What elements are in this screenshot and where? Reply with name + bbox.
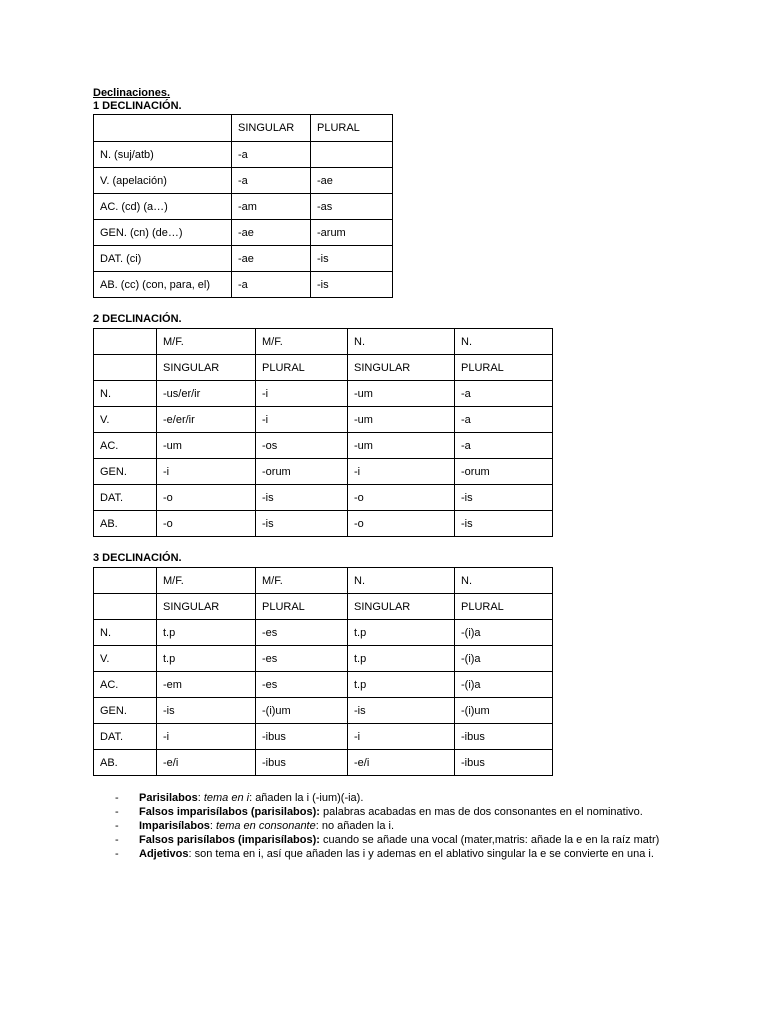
case-label-cell: AC.: [94, 433, 157, 459]
note-text: : no añaden la i.: [315, 820, 395, 832]
ending-cell: -orum: [256, 459, 348, 485]
ending-cell: -e/i: [157, 750, 256, 776]
note-text: palabras acabadas en mas de dos consonantes en el nominativo.: [323, 806, 643, 818]
ending-cell: -um: [348, 407, 455, 433]
ending-cell: [311, 142, 393, 168]
ending-cell: t.p: [157, 646, 256, 672]
ending-cell: -arum: [311, 220, 393, 246]
ending-cell: -is: [311, 246, 393, 272]
case-label-cell: V.: [94, 646, 157, 672]
table-row: [94, 168, 393, 194]
note-text: cuando se añade una vocal (mater,matris: añade la e en la raíz matr): [323, 834, 660, 846]
header-cell: N.: [348, 329, 455, 355]
header-cell: M/F.: [256, 329, 348, 355]
section-title-3: 3 DECLINACIÓN.: [93, 552, 182, 564]
ending-cell: -us/er/ir: [157, 381, 256, 407]
header-cell: PLURAL: [455, 355, 553, 381]
ending-cell: -am: [232, 194, 311, 220]
ending-cell: -(i)a: [455, 646, 553, 672]
ending-cell: -ae: [232, 246, 311, 272]
ending-cell: -em: [157, 672, 256, 698]
note-italic: tema en i: [203, 792, 250, 804]
note-italic: tema en consonante: [216, 820, 316, 832]
case-label-cell: N. (suj/atb): [94, 142, 232, 168]
table-row: [94, 142, 393, 168]
header-cell: N.: [455, 568, 553, 594]
ending-cell: -ibus: [256, 750, 348, 776]
case-label-cell: AB.: [94, 750, 157, 776]
table-row: [94, 272, 393, 298]
document-page: [93, 87, 693, 861]
ending-cell: -ae: [232, 220, 311, 246]
ending-cell: -ae: [311, 168, 393, 194]
ending-cell: -i: [256, 381, 348, 407]
ending-cell: -(i)a: [455, 620, 553, 646]
note-item: [93, 833, 673, 847]
header-cell: SINGULAR: [348, 355, 455, 381]
ending-cell: -o: [157, 511, 256, 537]
ending-cell: -ibus: [256, 724, 348, 750]
ending-cell: -a: [232, 142, 311, 168]
header-cell: [94, 568, 157, 594]
note-term: Falsos imparisílabos (parisilabos):: [139, 806, 320, 818]
ending-cell: -is: [256, 511, 348, 537]
ending-cell: -o: [157, 485, 256, 511]
note-item: - Parisilabos: tema en i: añaden la i (-ium)(-ia).: [115, 792, 364, 804]
note-text: : añaden la i (-ium)(-ia).: [249, 792, 364, 804]
ending-cell: -(i)a: [455, 672, 553, 698]
header-cell: PLURAL: [455, 594, 553, 620]
table-row: [94, 724, 553, 750]
note-item: [93, 805, 673, 819]
ending-cell: t.p: [348, 646, 455, 672]
ending-cell: -is: [455, 485, 553, 511]
table-row: [94, 381, 553, 407]
ending-cell: -ibus: [455, 750, 553, 776]
case-label-cell: GEN.: [94, 698, 157, 724]
header-cell: PLURAL: [256, 355, 348, 381]
ending-cell: -a: [455, 433, 553, 459]
ending-cell: -i: [256, 407, 348, 433]
ending-cell: -a: [455, 407, 553, 433]
note-text: son tema en i, así que añaden las i y ademas en el ablativo singular la e se convierte en una i.: [194, 848, 654, 860]
header-cell: SINGULAR: [157, 355, 256, 381]
ending-cell: t.p: [157, 620, 256, 646]
ending-cell: -es: [256, 620, 348, 646]
table-row: [94, 459, 553, 485]
note-term: Imparisílabos: [139, 820, 210, 832]
ending-cell: -es: [256, 672, 348, 698]
ending-cell: -a: [232, 168, 311, 194]
case-label-cell: V. (apelación): [94, 168, 232, 194]
bullet-dash: -: [115, 806, 119, 818]
header-cell: [94, 594, 157, 620]
ending-cell: -a: [232, 272, 311, 298]
ending-cell: -is: [455, 511, 553, 537]
table-row: [94, 220, 393, 246]
ending-cell: -a: [455, 381, 553, 407]
ending-cell: -as: [311, 194, 393, 220]
case-label-cell: DAT. (ci): [94, 246, 232, 272]
table-row: [94, 646, 553, 672]
ending-cell: -is: [256, 485, 348, 511]
header-cell: [94, 115, 232, 142]
bullet-dash: -: [115, 792, 119, 804]
table-header-row: [94, 329, 553, 355]
table-header-row: [94, 115, 393, 142]
section-title-1: 1 DECLINACIÓN.: [93, 100, 182, 112]
table-body-1: [94, 115, 393, 298]
header-cell: SINGULAR: [232, 115, 311, 142]
case-label-cell: N.: [94, 381, 157, 407]
document-title: Declinaciones.: [93, 87, 171, 99]
case-label-cell: V.: [94, 407, 157, 433]
ending-cell: -i: [348, 724, 455, 750]
declension-table-3: [93, 567, 553, 776]
bullet-dash: -: [115, 834, 119, 846]
ending-cell: -i: [348, 459, 455, 485]
ending-cell: -is: [157, 698, 256, 724]
ending-cell: -(i)um: [256, 698, 348, 724]
table-row: [94, 407, 553, 433]
header-cell: N.: [348, 568, 455, 594]
table-body-2: [94, 329, 553, 537]
ending-cell: -is: [311, 272, 393, 298]
table-header-row: [94, 594, 553, 620]
table-row: [94, 620, 553, 646]
table-row: [94, 246, 393, 272]
ending-cell: -orum: [455, 459, 553, 485]
note-item: - Adjetivos: son tema en i, así que añaden las i y ademas en el ablativo singular la e se convierte en una i.: [115, 848, 654, 860]
ending-cell: -e/i: [348, 750, 455, 776]
ending-cell: -um: [348, 433, 455, 459]
header-cell: M/F.: [157, 568, 256, 594]
case-label-cell: AB.: [94, 511, 157, 537]
declension-table-2: [93, 328, 553, 537]
table-row: [94, 698, 553, 724]
header-cell: [94, 355, 157, 381]
ending-cell: -es: [256, 646, 348, 672]
table-row: [94, 672, 553, 698]
case-label-cell: AB. (cc) (con, para, el): [94, 272, 232, 298]
ending-cell: -um: [157, 433, 256, 459]
header-cell: PLURAL: [256, 594, 348, 620]
table-header-row: [94, 568, 553, 594]
notes-list: [93, 791, 673, 861]
ending-cell: t.p: [348, 672, 455, 698]
header-cell: M/F.: [157, 329, 256, 355]
bullet-dash: -: [115, 848, 119, 860]
header-cell: [94, 329, 157, 355]
case-label-cell: GEN.: [94, 459, 157, 485]
case-label-cell: N.: [94, 620, 157, 646]
note-term: Falsos parisílabos (imparisílabos):: [139, 834, 320, 846]
case-label-cell: GEN. (cn) (de…): [94, 220, 232, 246]
table-row: [94, 433, 553, 459]
note-term: Adjetivos: [139, 848, 189, 860]
case-label-cell: AC.: [94, 672, 157, 698]
ending-cell: -um: [348, 381, 455, 407]
ending-cell: -is: [348, 698, 455, 724]
case-label-cell: AC. (cd) (a…): [94, 194, 232, 220]
ending-cell: -i: [157, 724, 256, 750]
ending-cell: -os: [256, 433, 348, 459]
ending-cell: -i: [157, 459, 256, 485]
ending-cell: -o: [348, 511, 455, 537]
declension-table-1: [93, 114, 393, 298]
ending-cell: -e/er/ir: [157, 407, 256, 433]
ending-cell: -ibus: [455, 724, 553, 750]
ending-cell: -o: [348, 485, 455, 511]
ending-cell: -(i)um: [455, 698, 553, 724]
header-cell: PLURAL: [311, 115, 393, 142]
table-row: [94, 750, 553, 776]
ending-cell: t.p: [348, 620, 455, 646]
table-body-3: [94, 568, 553, 776]
table-header-row: [94, 355, 553, 381]
case-label-cell: DAT.: [94, 485, 157, 511]
header-cell: SINGULAR: [348, 594, 455, 620]
header-cell: N.: [455, 329, 553, 355]
section-title-2: 2 DECLINACIÓN.: [93, 313, 182, 325]
note-term: Parisilabos: [139, 792, 198, 804]
note-item: - Imparisílabos: tema en consonante: no añaden la i.: [115, 820, 395, 832]
table-row: [94, 194, 393, 220]
table-row: [94, 511, 553, 537]
header-cell: SINGULAR: [157, 594, 256, 620]
case-label-cell: DAT.: [94, 724, 157, 750]
bullet-dash: -: [115, 820, 119, 832]
table-row: [94, 485, 553, 511]
header-cell: M/F.: [256, 568, 348, 594]
